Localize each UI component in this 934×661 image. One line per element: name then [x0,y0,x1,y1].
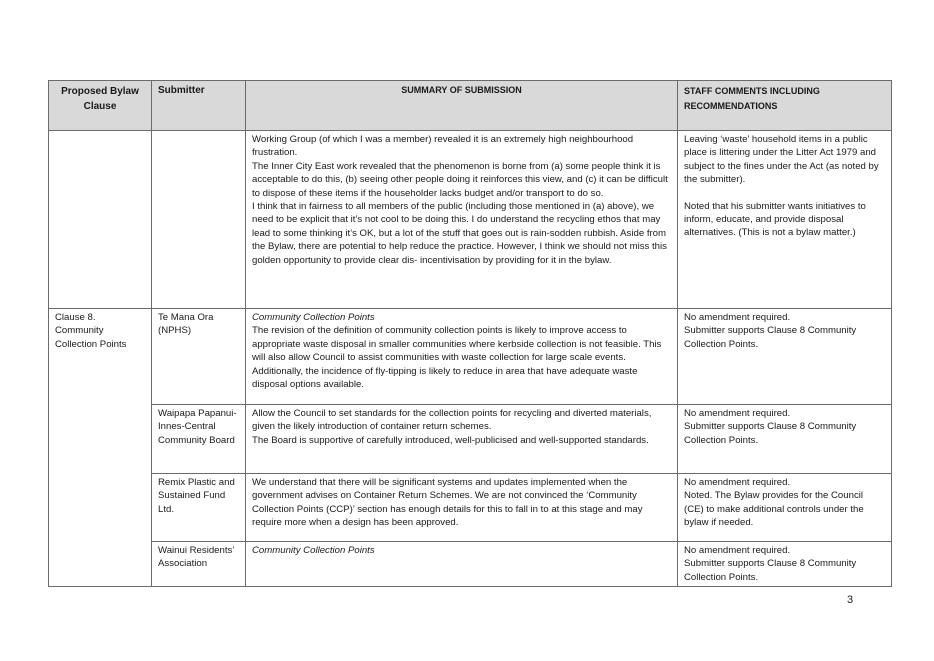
row5-summary-title: Community Collection Points [252,545,375,556]
row4-summary: We understand that there will be significant systems and updates implemented when the government advises on Container Return Schemes. We are not convinced the ‘Community Collection Points (CCP)’ section has enough details for this to fall in to at this stage and may require more when a design has been approved. [246,474,678,542]
page-number: 3 [847,594,854,606]
row2-summary-text: The revision of the definition of community collection points is likely to improve access to appropriate waste disposal in smaller communities where kerbside collection is not feasible. This will also allow Council to assist communities with waste collection for large scale events. Additionally, the incidence of fly-tipping is likely to reduce in area that have adequate waste disposal options available. [252,325,662,391]
row1-summary-p1: Working Group (of which I was a member) revealed it is an extremely high neighbourhood frustration. [252,134,634,159]
row1-summary-p2: The Inner City East work revealed that the phenomenon is borne from (a) some people think it is acceptable to do this, (b) seeing other people doing it reinforces this view, and (c) it can be difficult to dispose of these items if the householder lacks budget and/or transport to do so. [252,160,668,199]
row3-staff [678,405,892,474]
table-row [49,542,892,587]
row1-staff-p2: Noted that his submitter wants initiatives to inform, educate, and provide disposal alternatives. (This is not a bylaw matter.) [684,200,866,239]
table-row [49,131,892,309]
row1-clause [49,131,152,309]
row4-submitter: Remix Plastic and Sustained Fund Ltd. [152,474,246,542]
row1-staff-p1: Leaving ‘waste’ household items in a public place is littering under the Litter Act 1979 and subject to the fines under the Act (as noted by the submitter). [684,134,879,186]
row3-summary [246,405,678,474]
row4-staff-p1: No amendment required. [684,477,791,488]
row1-summary [246,131,678,309]
table-row [49,309,892,405]
row2-submitter: Te Mana Ora (NPHS) [152,309,246,405]
row5-summary [246,542,678,587]
submissions-table [48,80,892,587]
header-clause-line2: Clause [83,101,117,112]
row3-staff-p2: Submitter supports Clause 8 Community Collection Points. [684,421,857,446]
row1-staff [678,131,892,309]
row1-submitter [152,131,246,309]
header-row [49,81,892,131]
table-row [49,474,892,542]
row4-staff [678,474,892,542]
header-clause-line1: Proposed Bylaw [61,86,139,97]
header-staff-line2: RECOMMENDATIONS [684,101,778,111]
row2-summary [246,309,678,405]
row2-summary-title: Community Collection Points [252,312,375,323]
table-row [49,405,892,474]
header-staff-line1: STAFF COMMENTS INCLUDING [684,86,820,96]
row2-staff [678,309,892,405]
row3-submitter: Waipapa Papanui-Innes-Central Community Board [152,405,246,474]
row5-staff-p1: No amendment required. [684,545,791,556]
row3-summary-p2: The Board is supportive of carefully introduced, well-publicised and well-supported standards. [252,434,649,446]
row5-staff [678,542,892,587]
header-staff-comments [678,81,892,131]
row1-summary-p3: I think that in fairness to all members of the public (including those mentioned in (a) above), we need to be explicit that it’s not cool to be doing this. I do understand the recycling ethos that may lead to some thinking it’s OK, but a lot of the stuff that goes out is rain-sodden rubbish. Aside from the Bylaw, there are potential to help reduce the practice. However, I think we should not miss this golden opportunity to provide clear dis- incentivisation by providing for it in the bylaw. [252,201,667,266]
row3-staff-p1: No amendment required. [684,408,791,419]
header-summary: SUMMARY OF SUBMISSION [246,81,678,131]
row4-staff-p2: Noted. The Bylaw provides for the Council (CE) to make additional controls under the bylaw if needed. [684,490,864,529]
header-proposed-bylaw-clause [49,81,152,131]
row2-staff-p2: Submitter supports Clause 8 Community Collection Points. [684,325,857,350]
row3-summary-p1: Allow the Council to set standards for the collection points for recycling and diverted materials, given the likely introduction of container return schemes. [252,408,652,433]
clause-8-cell: Clause 8. Community Collection Points [49,309,152,587]
row5-submitter: Wainui Residents’ Association [152,542,246,587]
row2-staff-p1: No amendment required. [684,312,791,323]
header-submitter: Submitter [152,81,246,131]
row5-staff-p2: Submitter supports Clause 8 Community Collection Points. [684,558,857,583]
